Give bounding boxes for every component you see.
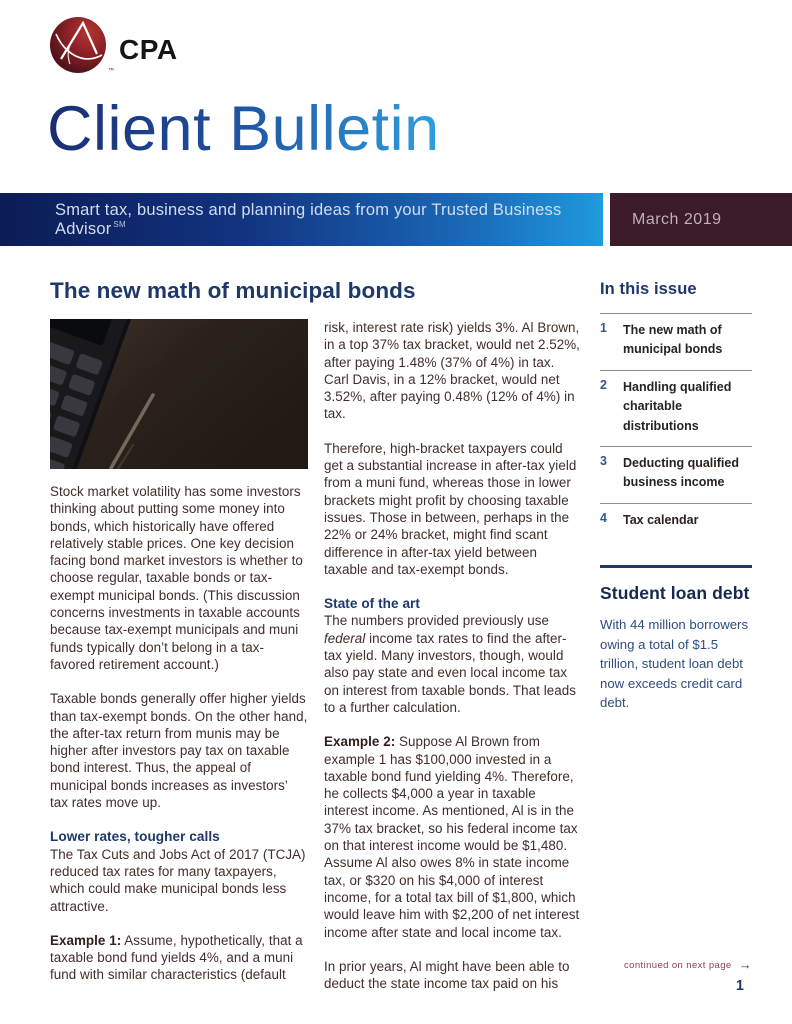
example-paragraph	[324, 733, 582, 941]
toc-label: Tax calendar	[623, 512, 699, 527]
paragraph	[324, 612, 582, 716]
student-loan-callout	[600, 565, 752, 713]
article-column-right	[324, 319, 582, 992]
callout-text: With 44 million borrowers owing a total of $1.5 trillion, student loan debt now exceeds credit card debt.	[600, 617, 749, 710]
example-label: Example 1:	[50, 932, 122, 948]
article-columns	[50, 319, 582, 992]
toc-item-business-income	[600, 446, 752, 503]
continued-text: continued on next page	[624, 960, 732, 971]
callout-heading: Student loan debt	[600, 583, 750, 603]
lead-article	[50, 278, 582, 992]
calculator-photo	[50, 319, 308, 469]
main-content	[50, 278, 752, 992]
brand-header	[48, 14, 178, 76]
toc-item-municipal-bonds	[600, 313, 752, 370]
paragraph: Taxable bonds generally offer higher yields than tax-exempt bonds. On the other hand, the after-tax return from munis may be higher after investors pay tax on taxable bond interest. Thus, the appeal of municipal bonds increases as investors’ tax rates move up.	[50, 691, 308, 811]
paragraph: risk, interest rate risk) yields 3%. Al Brown, in a top 37% tax bracket, would net 2.52%, after paying 1.48% (37% of 4%) in tax. Carl Davis, in a 12% bracket, would net 3.52%, after paying 0.48% (12% of 4%) in tax.	[324, 320, 580, 422]
table-of-contents	[600, 313, 752, 540]
toc-label: Deducting qualified business income	[623, 455, 739, 490]
toc-page-number: 4	[600, 510, 607, 525]
logo-trademark: ™	[108, 68, 114, 74]
in-this-issue-heading: In this issue	[600, 280, 697, 298]
toc-item-charitable-distributions	[600, 370, 752, 446]
service-mark: SM	[113, 220, 126, 229]
paragraph-text: The numbers provided previously use	[324, 613, 550, 629]
toc-page-number: 2	[600, 377, 607, 392]
page-number: 1	[735, 978, 744, 994]
paragraph-text: income tax rates to find the after-tax yield. Many investors, though, would also pay state and even local income tax on interest from taxable bonds. That leads to a further calculation.	[324, 630, 576, 715]
paragraph: Stock market volatility has some investors thinking about putting some money into bonds, which historically have offered relatively stable prices. One key decision facing bond market investors is whether to choose regular, taxable bonds or tax-exempt municipal bonds. (This discussion concerns investments in taxable accounts because tax-exempt municipals and muni funds typically don’t belong in a tax-favored retirement account.)	[50, 484, 303, 672]
example-paragraph	[50, 932, 308, 984]
tagline-text: Smart tax, business and planning ideas from your Trusted Business Advisor	[55, 200, 562, 238]
banner	[0, 193, 792, 246]
example-label: Example 2:	[324, 734, 396, 750]
example-text: Suppose Al Brown from example 1 has $100,000 invested in a taxable bond fund yielding 4%. Therefore, he collects $4,000 a year in taxable interest income. As mentioned, Al is in the 37% tax bracket, so his federal income tax on that interest income would be $1,480. Assume Al also owes 8% in state income tax, or $320 on his $4,000 of interest income, for a total tax bill of $1,800, which would leave him with $2,200 of net interest income after state and local income tax.	[324, 734, 580, 940]
toc-label: Handling qualified charitable distributions	[623, 379, 732, 433]
toc-page-number: 3	[600, 453, 607, 468]
toc-page-number: 1	[600, 321, 607, 335]
brand-name: CPA	[119, 34, 178, 65]
toc-label: The new math of municipal bonds	[623, 323, 723, 357]
banner-divider	[603, 193, 610, 246]
cpa-globe-logo-icon	[48, 14, 114, 76]
italic-word: federal	[324, 630, 366, 646]
continued-notice	[624, 957, 752, 972]
paragraph: In prior years, Al might have been able to deduct the state income tax paid on his	[324, 958, 570, 992]
section-subhead: Lower rates, tougher calls	[50, 829, 220, 845]
arrow-right-icon: →	[738, 957, 752, 972]
toc-item-tax-calendar	[600, 503, 752, 540]
section-subhead: State of the art	[324, 596, 420, 612]
issue-date: March 2019	[610, 193, 792, 246]
banner-tagline	[0, 193, 603, 246]
example-text: Assume, hypothetically, that a taxable bond fund yields 4%, and a muni fund with similar characteristics (default	[50, 932, 303, 983]
article-title: The new math of municipal bonds	[50, 278, 416, 303]
newsletter-title: Client Bulletin	[47, 94, 440, 164]
paragraph: The Tax Cuts and Jobs Act of 2017 (TCJA) reduced tax rates for many taxpayers, which could make municipal bonds less attractive.	[50, 846, 306, 914]
sidebar	[600, 278, 752, 992]
paragraph: Therefore, high-bracket taxpayers could get a substantial increase in after-tax yield from a muni fund, whereas those in lower brackets might profit by choosing taxable issues. Those in between, perhaps in the 22% or 24% bracket, might find scant difference in after-tax yield between taxable and tax-exempt bonds.	[324, 440, 577, 577]
article-column-left	[50, 319, 308, 992]
